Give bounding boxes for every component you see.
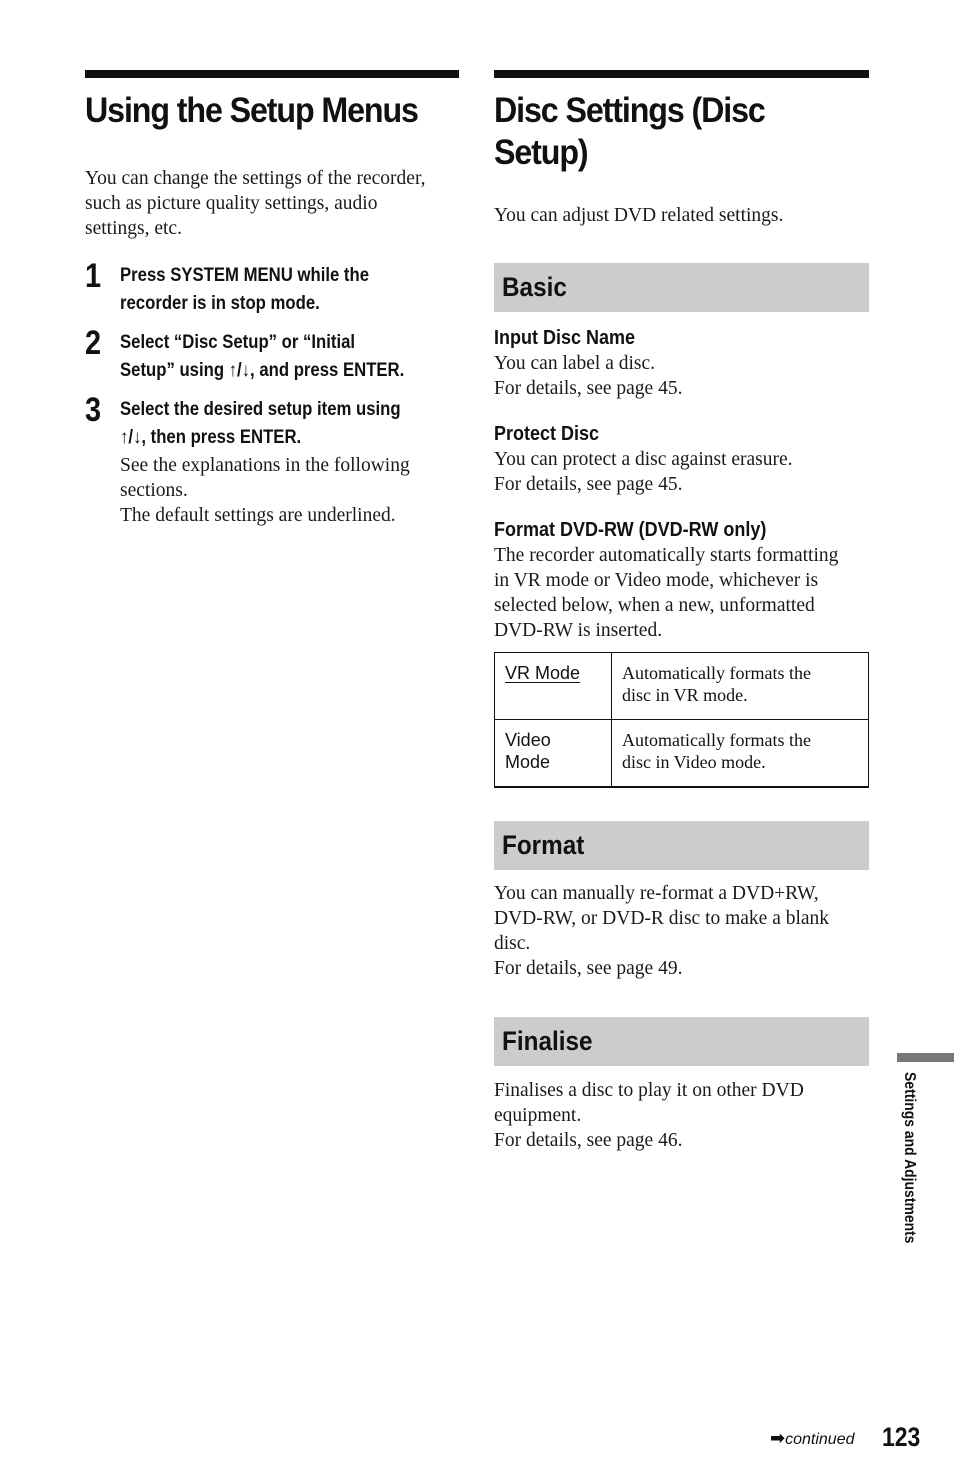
step-text: Select the desired setup item using ↑/↓, then press ENTER. [120, 399, 401, 448]
finalise-header: Finalise [494, 1017, 869, 1066]
step-1 [85, 257, 459, 318]
right-column [494, 70, 869, 1153]
default-option: VR Mode [505, 663, 581, 683]
input-disc-name-block: Input Disc Name You can label a disc. For details, see page 45. [494, 325, 869, 401]
table-row: VR Mode Automatically formats the disc in VR mode. [495, 653, 869, 720]
step-number: 1 [85, 257, 102, 295]
page-number: 123 [882, 1422, 921, 1452]
intro-paragraph: You can change the settings of the recorder, such as picture quality settings, audio settings, etc. [85, 168, 426, 239]
heading-rule [494, 70, 869, 78]
protect-disc-heading: Protect Disc [494, 423, 600, 445]
section-tab-marker [897, 1053, 954, 1062]
step-number: 2 [85, 324, 102, 362]
basic-header: Basic [494, 263, 869, 312]
step-text: Press SYSTEM MENU while the recorder is in stop mode. [120, 265, 370, 314]
format-description: You can manually re-format a DVD+RW, DVD-RW, or DVD-R disc to make a blank disc. For details, see page 49. [494, 882, 830, 979]
step-3-notes: See the explanations in the following sections. The default settings are underlined. [120, 455, 410, 526]
left-column [85, 70, 459, 528]
step-text: Select “Disc Setup” or “Initial Setup” using ↑/↓, and press ENTER. [120, 332, 405, 381]
section-intro: You can adjust DVD related settings. [494, 205, 784, 226]
input-disc-name-heading: Input Disc Name [494, 327, 636, 349]
protect-disc-block: Protect Disc You can protect a disc against erasure. For details, see page 45. [494, 421, 869, 497]
format-mode-table [494, 652, 869, 788]
page-title: Using the Setup Menus [85, 91, 418, 130]
format-header: Format [494, 821, 869, 870]
step-3 [85, 391, 459, 528]
section-side-label: Settings and Adjustments [901, 1072, 918, 1244]
table-row: Video Mode Automatically formats the disc in Video mode. [495, 720, 869, 787]
section-title: Disc Settings (Disc Setup) [494, 91, 765, 172]
arrow-right-icon: ➡ [770, 1428, 786, 1448]
step-number: 3 [85, 391, 102, 429]
step-2 [85, 324, 459, 385]
continued-note: ➡continued [770, 1428, 855, 1448]
heading-rule [85, 70, 459, 78]
format-dvdrw-block: Format DVD-RW (DVD-RW only) The recorder automatically starts formatting in VR mode or Video mode, whichever is selected below, when a new, unformatted DVD-RW is inserted. VR Mode Automatically formats the disc in VR mode. Video Mode Automatically formats the disc in Video mode. [494, 517, 869, 788]
finalise-description: Finalises a disc to play it on other DVD equipment. For details, see page 46. [494, 1079, 804, 1151]
format-dvdrw-heading: Format DVD-RW (DVD-RW only) [494, 519, 767, 541]
